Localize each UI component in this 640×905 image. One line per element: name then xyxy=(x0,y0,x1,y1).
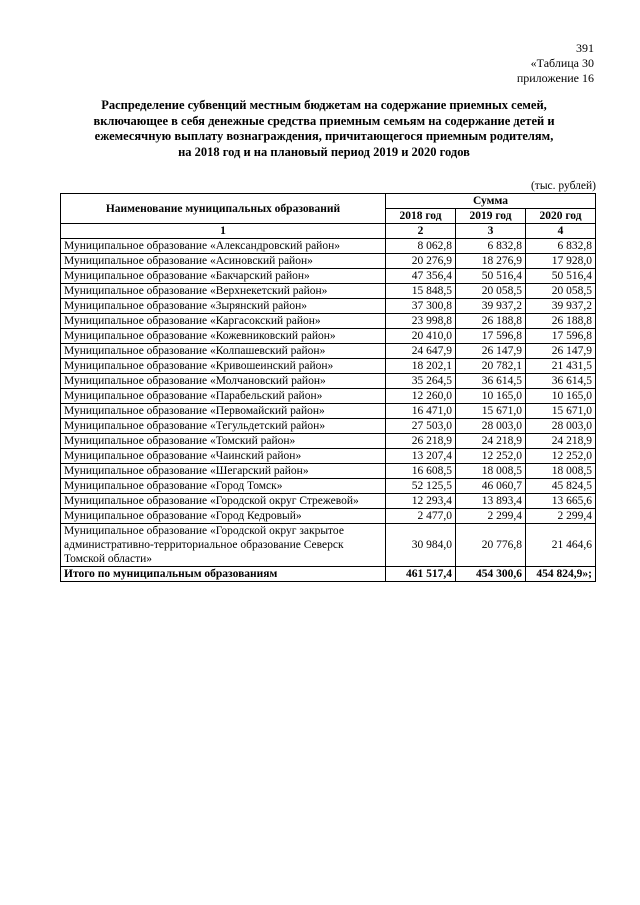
table-row xyxy=(61,329,596,344)
table-row xyxy=(61,464,596,479)
value-2020: 39 937,2 xyxy=(526,299,596,314)
municipality-name: Муниципальное образование «Томский район» xyxy=(61,434,386,449)
value-2018: 13 207,4 xyxy=(386,449,456,464)
municipality-name: Муниципальное образование «Город Томск» xyxy=(61,479,386,494)
value-2020: 15 671,0 xyxy=(526,404,596,419)
value-2019: 18 008,5 xyxy=(456,464,526,479)
municipality-name: Муниципальное образование «Город Кедровый» xyxy=(61,509,386,524)
table-row xyxy=(61,494,596,509)
value-2018: 30 984,0 xyxy=(386,524,456,567)
value-2018: 2 477,0 xyxy=(386,509,456,524)
municipality-name: Муниципальное образование «Верхнекетский район» xyxy=(61,284,386,299)
title-line: Распределение субвенций местным бюджетам на содержание приемных семей, xyxy=(101,98,547,112)
value-2019: 20 058,5 xyxy=(456,284,526,299)
value-2018: 37 300,8 xyxy=(386,299,456,314)
value-2019: 26 147,9 xyxy=(456,344,526,359)
table-row xyxy=(61,254,596,269)
municipality-name: Муниципальное образование «Первомайский район» xyxy=(61,404,386,419)
value-2018: 35 264,5 xyxy=(386,374,456,389)
value-2020: 26 188,8 xyxy=(526,314,596,329)
municipality-name: Муниципальное образование «Каргасокский район» xyxy=(61,314,386,329)
value-2018: 20 410,0 xyxy=(386,329,456,344)
value-2018: 24 647,9 xyxy=(386,344,456,359)
value-2019: 20 776,8 xyxy=(456,524,526,567)
table-row xyxy=(61,404,596,419)
value-2020: 12 252,0 xyxy=(526,449,596,464)
title-line: ежемесячную выплату вознаграждения, причитающегося приемным родителям, xyxy=(94,129,554,143)
value-2018: 20 276,9 xyxy=(386,254,456,269)
municipality-name: Муниципальное образование «Чаинский район» xyxy=(61,449,386,464)
value-2018: 461 517,4 xyxy=(386,567,456,582)
column-numbers-row xyxy=(61,224,596,239)
title-line: на 2018 год и на плановый период 2019 и 2020 годов xyxy=(178,144,470,159)
column-number: 3 xyxy=(456,224,526,239)
value-2020: 18 008,5 xyxy=(526,464,596,479)
value-2020: 26 147,9 xyxy=(526,344,596,359)
value-2020: 21 431,5 xyxy=(526,359,596,374)
appendix-reference-line: приложение 16 xyxy=(516,71,594,85)
table-body xyxy=(61,224,596,582)
municipality-name: Муниципальное образование «Бакчарский район» xyxy=(61,269,386,284)
header-year-2019: 2019 год xyxy=(456,209,526,224)
value-2020: 50 516,4 xyxy=(526,269,596,284)
municipality-name: Муниципальное образование «Зырянский район» xyxy=(61,299,386,314)
column-number: 1 xyxy=(61,224,386,239)
value-2020: 17 596,8 xyxy=(526,329,596,344)
page-number: 391 xyxy=(576,41,594,55)
municipality-name: Муниципальное образование «Асиновский район» xyxy=(61,254,386,269)
header-year-2020: 2020 год xyxy=(526,209,596,224)
value-2019: 26 188,8 xyxy=(456,314,526,329)
document-title xyxy=(60,98,588,160)
value-2018: 52 125,5 xyxy=(386,479,456,494)
table-row xyxy=(61,509,596,524)
value-2018: 12 260,0 xyxy=(386,389,456,404)
municipality-name: Муниципальное образование «Парабельский район» xyxy=(61,389,386,404)
municipality-name: Муниципальное образование «Кривошеинский район» xyxy=(61,359,386,374)
value-2019: 454 300,6 xyxy=(456,567,526,582)
value-2020: 6 832,8 xyxy=(526,239,596,254)
value-2019: 13 893,4 xyxy=(456,494,526,509)
table-row xyxy=(61,359,596,374)
value-2019: 20 782,1 xyxy=(456,359,526,374)
header-year-2018: 2018 год xyxy=(386,209,456,224)
header-sum: Сумма xyxy=(386,194,596,209)
value-2018: 47 356,4 xyxy=(386,269,456,284)
units-note: (тыс. рублей) xyxy=(530,180,596,192)
value-2019: 36 614,5 xyxy=(456,374,526,389)
value-2019: 18 276,9 xyxy=(456,254,526,269)
table-row xyxy=(61,374,596,389)
value-2018: 23 998,8 xyxy=(386,314,456,329)
value-2019: 10 165,0 xyxy=(456,389,526,404)
table-row xyxy=(61,314,596,329)
value-2018: 16 608,5 xyxy=(386,464,456,479)
table-row xyxy=(61,284,596,299)
value-2020: 45 824,5 xyxy=(526,479,596,494)
table-row xyxy=(61,524,596,567)
table-row xyxy=(61,299,596,314)
value-2019: 39 937,2 xyxy=(456,299,526,314)
value-2018: 8 062,8 xyxy=(386,239,456,254)
value-2018: 15 848,5 xyxy=(386,284,456,299)
municipality-name: Муниципальное образование «Кожевниковский район» xyxy=(61,329,386,344)
column-number: 2 xyxy=(386,224,456,239)
value-2018: 26 218,9 xyxy=(386,434,456,449)
value-2020: 21 464,6 xyxy=(526,524,596,567)
table-row xyxy=(61,239,596,254)
municipality-name: Муниципальное образование «Александровский район» xyxy=(61,239,386,254)
column-number: 4 xyxy=(526,224,596,239)
value-2020: 454 824,9»; xyxy=(526,567,596,582)
value-2020: 28 003,0 xyxy=(526,419,596,434)
value-2018: 12 293,4 xyxy=(386,494,456,509)
subsidy-table xyxy=(60,193,596,582)
value-2020: 17 928,0 xyxy=(526,254,596,269)
table-row xyxy=(61,269,596,284)
municipality-name: Муниципальное образование «Колпашевский район» xyxy=(61,344,386,359)
header-name: Наименование муниципальных образований xyxy=(61,194,386,224)
municipality-name: Муниципальное образование «Шегарский район» xyxy=(61,464,386,479)
table-row xyxy=(61,389,596,404)
value-2019: 17 596,8 xyxy=(456,329,526,344)
value-2019: 24 218,9 xyxy=(456,434,526,449)
value-2020: 2 299,4 xyxy=(526,509,596,524)
municipality-name: Муниципальное образование «Молчановский район» xyxy=(61,374,386,389)
title-line: включающее в себя денежные средства приемным семьям на содержание детей и xyxy=(93,113,555,128)
value-2020: 24 218,9 xyxy=(526,434,596,449)
municipality-name: Муниципальное образование «Городской округ закрытое административно-территориальное образование Северск Томской области» xyxy=(61,524,386,567)
header-row xyxy=(61,194,596,209)
table-row xyxy=(61,479,596,494)
municipality-name: Итого по муниципальным образованиям xyxy=(61,567,386,582)
total-row xyxy=(61,567,596,582)
table-row xyxy=(61,344,596,359)
table-row xyxy=(61,449,596,464)
value-2019: 50 516,4 xyxy=(456,269,526,284)
value-2020: 13 665,6 xyxy=(526,494,596,509)
value-2019: 15 671,0 xyxy=(456,404,526,419)
value-2020: 36 614,5 xyxy=(526,374,596,389)
value-2018: 27 503,0 xyxy=(386,419,456,434)
value-2019: 12 252,0 xyxy=(456,449,526,464)
municipality-name: Муниципальное образование «Тегульдетский район» xyxy=(61,419,386,434)
value-2018: 18 202,1 xyxy=(386,359,456,374)
table-row xyxy=(61,419,596,434)
municipality-name: Муниципальное образование «Городской округ Стрежевой» xyxy=(61,494,386,509)
value-2019: 2 299,4 xyxy=(456,509,526,524)
value-2018: 16 471,0 xyxy=(386,404,456,419)
value-2020: 20 058,5 xyxy=(526,284,596,299)
table-reference-line: «Таблица 30 xyxy=(530,56,594,70)
table-row xyxy=(61,434,596,449)
value-2019: 28 003,0 xyxy=(456,419,526,434)
value-2019: 6 832,8 xyxy=(456,239,526,254)
value-2020: 10 165,0 xyxy=(526,389,596,404)
value-2019: 46 060,7 xyxy=(456,479,526,494)
table-reference xyxy=(517,56,594,86)
